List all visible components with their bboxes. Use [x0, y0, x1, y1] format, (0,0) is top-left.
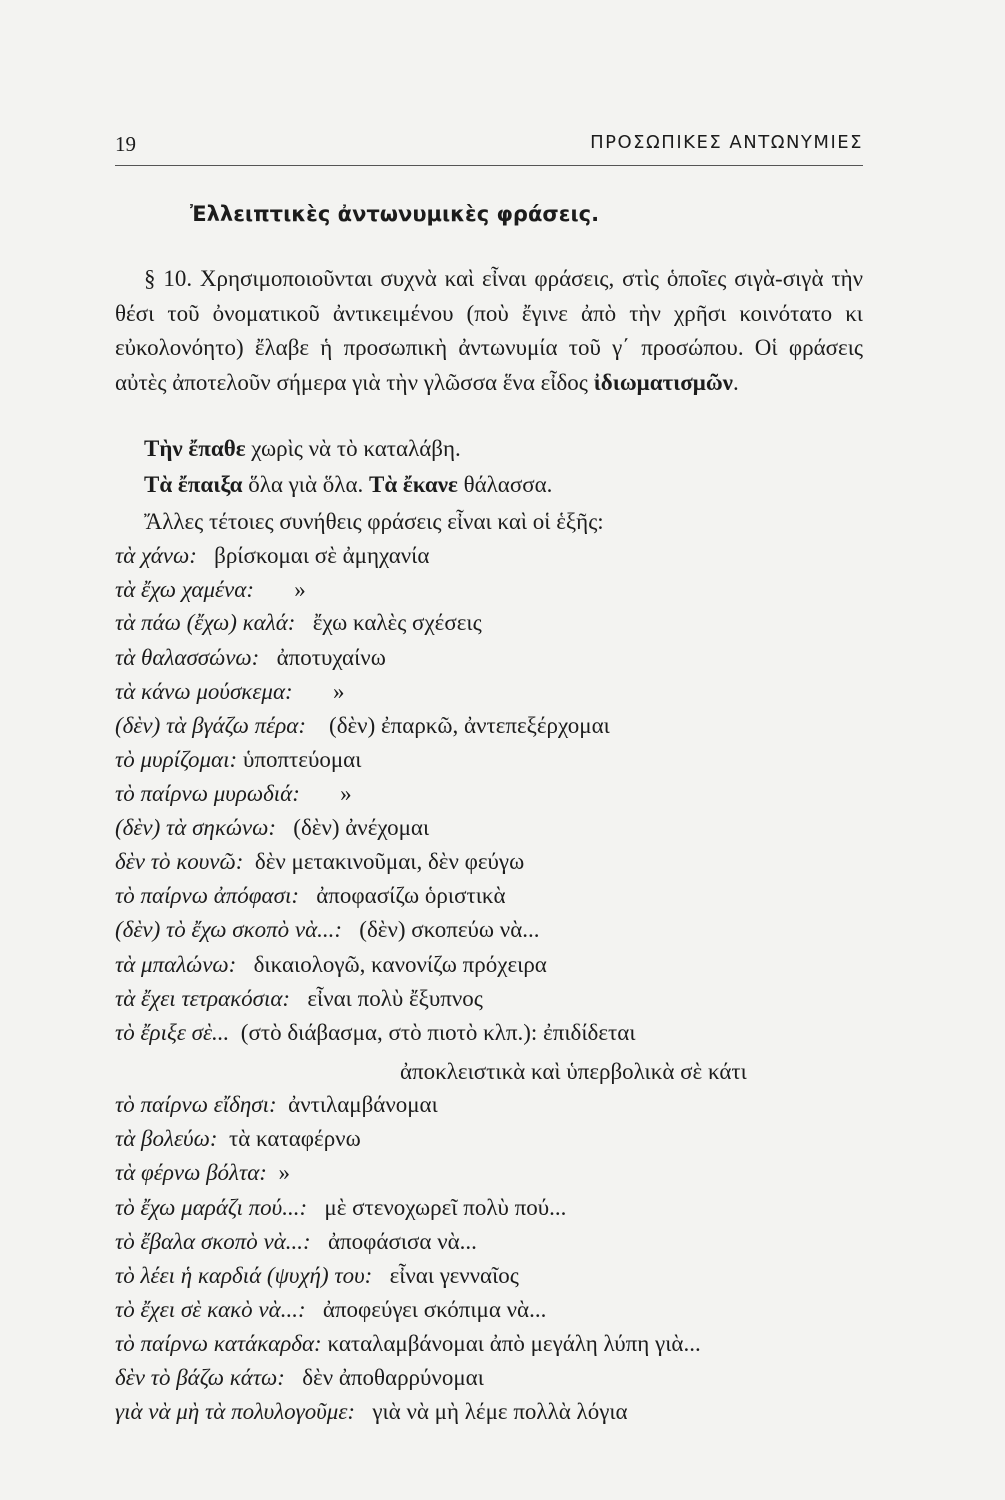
- entry-definition: τὰ καταφέρνω: [229, 1126, 361, 1151]
- example-bold: Τὰ ἔπαιξα: [144, 472, 243, 497]
- list-item: [115, 952, 547, 978]
- entry-definition: ἀντιλαμβάνομαι: [288, 1092, 438, 1117]
- paragraph-text: § 10. Χρησιμοποιοῦνται συχνὰ καὶ εἶναι φράσεις, στὶς ὁποῖες σιγὰ-σιγὰ τὴν θέσι τοῦ ὀνοματικοῦ ἀντικειμένου (ποὺ ἔγινε ἀπὸ τὴν χρῆσι κοινότατο κι εὐκολονόητο) ἔλαβε ἡ προσωπικὴ ἀντωνυμία τοῦ γ΄ προσώπου. Οἱ φράσεις αὐτὲς ἀποτελοῦν σήμερα γιὰ τὴν γλῶσσα ἕνα εἶδος: [115, 266, 863, 395]
- entry-definition: εἶναι γενναῖος: [389, 1263, 519, 1288]
- entry-definition: ἀποφεύγει σκόπιμα νὰ...: [322, 1297, 547, 1322]
- entry-term: τὰ χάνω:: [115, 543, 197, 568]
- entry-definition: ἀποφασίζω ὁριστικὰ: [316, 883, 506, 908]
- list-item: [115, 577, 306, 603]
- entry-term: τὸ λέει ἡ καρδιά (ψυχή) του:: [115, 1263, 373, 1288]
- list-item: [115, 1399, 628, 1425]
- entry-definition: (δὲν) ἀνέχομαι: [293, 815, 430, 840]
- example-text: ὅλα γιὰ ὅλα.: [242, 472, 369, 497]
- example-line: [144, 436, 461, 462]
- entry-definition: »: [278, 1160, 290, 1185]
- entry-definition: εἶναι πολὺ ἔξυπνος: [307, 986, 483, 1011]
- entry-term: τὸ παίρνω ἀπόφασι:: [115, 883, 299, 908]
- list-item: [115, 1020, 636, 1046]
- entry-definition: »: [340, 781, 352, 806]
- entry-definition: (δὲν) σκοπεύω νὰ...: [359, 917, 540, 942]
- list-item: [115, 1297, 546, 1323]
- list-item: [115, 781, 352, 807]
- list-item: [115, 679, 344, 705]
- list-item: [115, 1126, 361, 1152]
- body-paragraph: [115, 262, 863, 400]
- entry-term: (δὲν) τὸ ἔχω σκοπὸ νὰ...:: [115, 917, 343, 942]
- list-item: [115, 713, 610, 739]
- entry-term: τὸ μυρίζομαι:: [115, 747, 238, 772]
- example-text: θάλασσα.: [457, 472, 553, 497]
- entry-definition: ἀποτυχαίνω: [276, 645, 386, 670]
- entry-term: τὸ παίρνω εἴδησι:: [115, 1092, 277, 1117]
- entry-term: τὸ ἔχει σὲ κακὸ νὰ...:: [115, 1297, 306, 1322]
- list-intro: Ἄλλες τέτοιες συνήθεις φράσεις εἶναι καὶ οἱ ἑξῆς:: [144, 509, 604, 534]
- entry-definition: (στὸ διάβασμα, στὸ πιοτὸ κλπ.): ἐπιδίδεται: [240, 1020, 636, 1045]
- entry-definition: μὲ στενοχωρεῖ πολὺ πού...: [324, 1195, 567, 1220]
- list-item: [115, 917, 540, 943]
- list-item: [115, 986, 483, 1012]
- entry-definition: δὲν μετακινοῦμαι, δὲν φεύγω: [254, 849, 525, 874]
- entry-continuation: ἀποκλειστικὰ καὶ ὑπερβολικὰ σὲ κάτι: [400, 1059, 747, 1084]
- entry-term: τὸ παίρνω μυρωδιά:: [115, 781, 300, 806]
- paragraph-end: .: [732, 369, 739, 395]
- entry-term: τὰ θαλασσώνω:: [115, 645, 260, 670]
- list-item: [115, 747, 361, 773]
- entry-term: τὸ ἔριξε σὲ...: [115, 1020, 230, 1045]
- entry-definition: (δὲν) ἐπαρκῶ, ἀντεπεξέρχομαι: [329, 713, 610, 738]
- entry-definition: δὲν ἀποθαρρύνομαι: [302, 1365, 484, 1390]
- entry-term: γιὰ νὰ μὴ τὰ πολυλογοῦμε:: [115, 1399, 356, 1424]
- entry-definition: ἀποφάσισα νὰ...: [327, 1229, 477, 1254]
- list-item: [115, 1229, 477, 1255]
- example-bold: Τὴν ἔπαθε: [144, 436, 246, 461]
- entry-term: (δὲν) τὰ βγάζω πέρα:: [115, 713, 307, 738]
- example-line: [144, 472, 552, 498]
- entry-definition: »: [332, 679, 345, 704]
- entry-definition: καταλαμβάνομαι ἀπὸ μεγάλη λύπη γιὰ...: [327, 1331, 701, 1356]
- entry-term: τὰ κάνω μούσκεμα:: [115, 679, 293, 704]
- entry-term: τὰ ἔχει τετρακόσια:: [115, 986, 291, 1011]
- entry-term: δὲν τὸ βάζω κάτω:: [115, 1365, 285, 1390]
- entry-term: δὲν τὸ κουνῶ:: [115, 849, 244, 874]
- entry-term: τὰ μπαλώνω:: [115, 952, 237, 977]
- list-item: [115, 610, 482, 636]
- entry-term: τὸ ἔβαλα σκοπὸ νὰ...:: [115, 1229, 311, 1254]
- list-item: [115, 1160, 290, 1186]
- paragraph-emphasis: ἰδιωματισμῶν: [593, 369, 733, 395]
- list-item: [115, 543, 429, 569]
- entry-definition: δικαιολογῶ, κανονίζω πρόχειρα: [253, 952, 547, 977]
- section-title: Ἐλλειπτικὲς ἀντωνυμικὲς φράσεις.: [190, 202, 600, 226]
- entry-definition: γιὰ νὰ μὴ λέμε πολλὰ λόγια: [372, 1399, 628, 1424]
- example-text: χωρὶς νὰ τὸ καταλάβη.: [245, 436, 461, 461]
- list-item: [115, 883, 506, 909]
- list-item: [115, 1195, 566, 1221]
- list-item: [115, 1263, 519, 1289]
- entry-definition: βρίσκομαι σὲ ἀμηχανία: [214, 543, 430, 568]
- page-number: 19: [115, 132, 136, 156]
- entry-term: τὸ παίρνω κατάκαρδα:: [115, 1331, 322, 1356]
- header-rule: [115, 165, 863, 166]
- running-head: [115, 132, 863, 162]
- list-item: [115, 1331, 701, 1357]
- entry-definition: ὑποπτεύομαι: [242, 747, 362, 772]
- entry-term: τὰ βολεύω:: [115, 1126, 218, 1151]
- list-item: [115, 815, 429, 841]
- running-title: ΠΡΟΣΩΠΙΚΕΣ ΑΝΤΩΝΥΜΙΕΣ: [590, 132, 863, 153]
- list-item: [115, 645, 386, 671]
- entry-term: (δὲν) τὰ σηκώνω:: [115, 815, 277, 840]
- list-item: [115, 1365, 484, 1391]
- entry-definition: ἔχω καλὲς σχέσεις: [312, 610, 482, 635]
- entry-term: τὰ φέρνω βόλτα:: [115, 1160, 267, 1185]
- entry-term: τὸ ἔχω μαράζι πού...:: [115, 1195, 308, 1220]
- list-item: [115, 1092, 438, 1118]
- entry-term: τὰ πάω (ἔχω) καλά:: [115, 610, 296, 635]
- entry-term: τὰ ἔχω χαμένα:: [115, 577, 254, 602]
- example-bold: Τὰ ἔκανε: [369, 472, 458, 497]
- entry-definition: »: [294, 577, 306, 602]
- list-item: [115, 849, 524, 875]
